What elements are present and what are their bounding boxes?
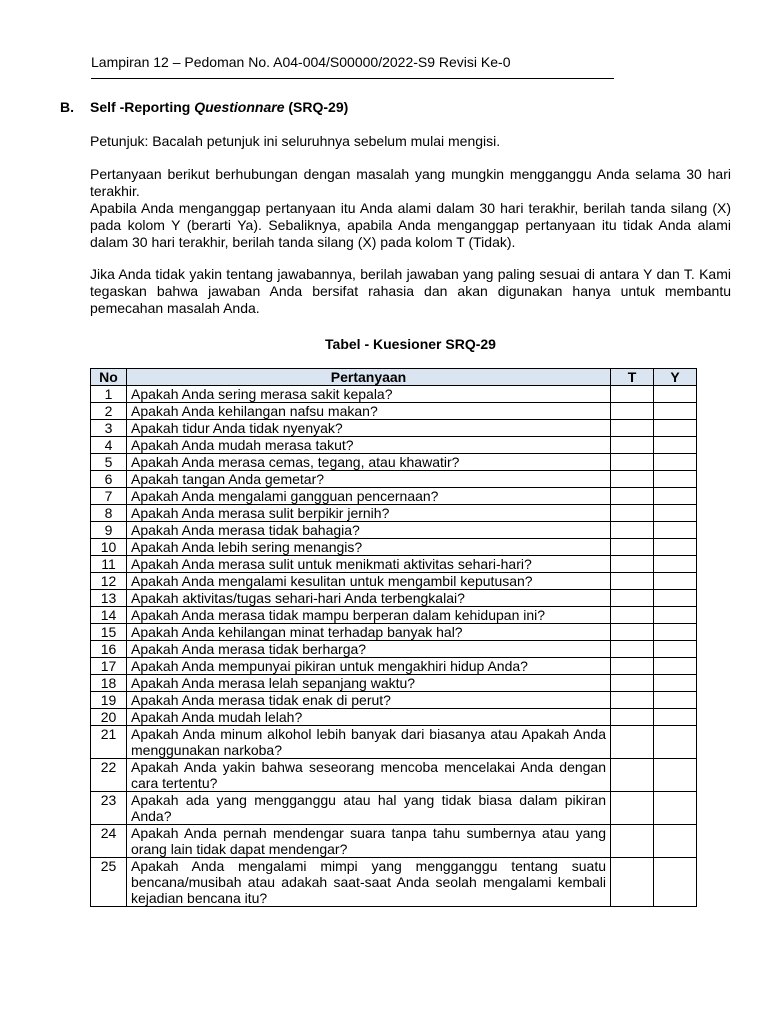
header-y: Y xyxy=(654,369,697,386)
table-row xyxy=(91,641,697,658)
answer-cell-t[interactable] xyxy=(611,759,654,792)
answer-cell-t[interactable] xyxy=(611,709,654,726)
row-number: 20 xyxy=(91,709,127,726)
answer-cell-y[interactable] xyxy=(654,641,697,658)
answer-cell-y[interactable] xyxy=(654,709,697,726)
row-number: 12 xyxy=(91,573,127,590)
table-row xyxy=(91,522,697,539)
answer-cell-y[interactable] xyxy=(654,573,697,590)
row-number: 10 xyxy=(91,539,127,556)
row-question: Apakah Anda mudah lelah? xyxy=(127,709,611,726)
answer-cell-y[interactable] xyxy=(654,488,697,505)
answer-cell-t[interactable] xyxy=(611,858,654,907)
row-number: 21 xyxy=(91,726,127,759)
answer-cell-t[interactable] xyxy=(611,825,654,858)
table-row xyxy=(91,709,697,726)
answer-cell-y[interactable] xyxy=(654,792,697,825)
row-number: 19 xyxy=(91,692,127,709)
answer-cell-y[interactable] xyxy=(654,454,697,471)
row-number: 25 xyxy=(91,858,127,907)
answer-cell-y[interactable] xyxy=(654,858,697,907)
answer-cell-t[interactable] xyxy=(611,488,654,505)
table-row xyxy=(91,858,697,907)
srq-table xyxy=(90,368,697,907)
row-question: Apakah Anda merasa cemas, tegang, atau khawatir? xyxy=(127,454,611,471)
table-row xyxy=(91,658,697,675)
instruction-paragraph: Petunjuk: Bacalah petunjuk ini seluruhnya sebelum mulai mengisi. xyxy=(90,133,501,149)
table-row xyxy=(91,556,697,573)
answer-cell-t[interactable] xyxy=(611,556,654,573)
answer-cell-y[interactable] xyxy=(654,675,697,692)
row-question: Apakah Anda lebih sering menangis? xyxy=(127,539,611,556)
row-number: 4 xyxy=(91,437,127,454)
answer-cell-t[interactable] xyxy=(611,403,654,420)
row-question: Apakah Anda yakin bahwa seseorang mencoba mencelakai Anda dengan cara tertentu? xyxy=(127,759,611,792)
header-no: No xyxy=(91,369,127,386)
row-question: Apakah Anda merasa tidak berharga? xyxy=(127,641,611,658)
answer-cell-y[interactable] xyxy=(654,386,697,403)
row-number: 3 xyxy=(91,420,127,437)
answer-cell-t[interactable] xyxy=(611,590,654,607)
row-number: 9 xyxy=(91,522,127,539)
row-question: Apakah Anda merasa lelah sepanjang waktu? xyxy=(127,675,611,692)
row-number: 8 xyxy=(91,505,127,522)
answer-cell-y[interactable] xyxy=(654,420,697,437)
answer-cell-t[interactable] xyxy=(611,607,654,624)
table-row xyxy=(91,454,697,471)
table-row xyxy=(91,420,697,437)
section-title-italic: Questionnare xyxy=(194,99,285,115)
answer-cell-t[interactable] xyxy=(611,624,654,641)
header-question: Pertanyaan xyxy=(127,369,611,386)
row-question: Apakah Anda mempunyai pikiran untuk mengakhiri hidup Anda? xyxy=(127,658,611,675)
row-question: Apakah Anda kehilangan nafsu makan? xyxy=(127,403,611,420)
section-title xyxy=(60,98,348,116)
row-question: Apakah ada yang mengganggu atau hal yang tidak biasa dalam pikiran Anda? xyxy=(127,792,611,825)
answer-cell-y[interactable] xyxy=(654,759,697,792)
table-header-row xyxy=(91,369,697,386)
row-number: 5 xyxy=(91,454,127,471)
section-title-pre: Self -Reporting xyxy=(90,99,195,115)
table-row xyxy=(91,624,697,641)
answer-cell-y[interactable] xyxy=(654,471,697,488)
answer-cell-t[interactable] xyxy=(611,522,654,539)
row-question: Apakah Anda mengalami kesulitan untuk mengambil keputusan? xyxy=(127,573,611,590)
table-row xyxy=(91,437,697,454)
description-paragraph xyxy=(90,166,731,251)
row-question: Apakah Anda merasa sulit berpikir jernih? xyxy=(127,505,611,522)
section-title-post: (SRQ-29) xyxy=(284,99,349,115)
row-number: 2 xyxy=(91,403,127,420)
row-number: 1 xyxy=(91,386,127,403)
table-row xyxy=(91,792,697,825)
description-line-1: Pertanyaan berikut berhubungan dengan masalah yang mungkin mengganggu Anda selama 30 hari terakhir. xyxy=(90,166,731,199)
answer-cell-y[interactable] xyxy=(654,692,697,709)
answer-cell-t[interactable] xyxy=(611,692,654,709)
table-row xyxy=(91,471,697,488)
table-title: Tabel - Kuesioner SRQ-29 xyxy=(325,336,496,352)
row-question: Apakah Anda mengalami mimpi yang mengganggu tentang suatu bencana/musibah atau adakah saat-saat Anda seolah mengalami kembali kejadian bencana itu? xyxy=(127,858,611,907)
table-row xyxy=(91,590,697,607)
row-number: 13 xyxy=(91,590,127,607)
answer-cell-t[interactable] xyxy=(611,726,654,759)
document-header: Lampiran 12 – Pedoman No. A04-004/S00000/2022-S9 Revisi Ke-0 xyxy=(91,52,614,79)
answer-cell-t[interactable] xyxy=(611,641,654,658)
table-row xyxy=(91,726,697,759)
answer-cell-y[interactable] xyxy=(654,556,697,573)
row-number: 11 xyxy=(91,556,127,573)
row-question: Apakah Anda minum alkohol lebih banyak dari biasanya atau Apakah Anda menggunakan narkoba? xyxy=(127,726,611,759)
row-question: Apakah Anda merasa sulit untuk menikmati aktivitas sehari-hari? xyxy=(127,556,611,573)
row-question: Apakah Anda mudah merasa takut? xyxy=(127,437,611,454)
answer-cell-t[interactable] xyxy=(611,658,654,675)
answer-cell-t[interactable] xyxy=(611,420,654,437)
table-row xyxy=(91,607,697,624)
answer-cell-y[interactable] xyxy=(654,590,697,607)
answer-cell-t[interactable] xyxy=(611,573,654,590)
row-question: Apakah Anda merasa tidak bahagia? xyxy=(127,522,611,539)
section-letter: B. xyxy=(60,99,74,115)
row-question: Apakah tidur Anda tidak nyenyak? xyxy=(127,420,611,437)
answer-cell-t[interactable] xyxy=(611,437,654,454)
row-question: Apakah Anda kehilangan minat terhadap banyak hal? xyxy=(127,624,611,641)
table-row xyxy=(91,505,697,522)
answer-cell-y[interactable] xyxy=(654,825,697,858)
table-row xyxy=(91,692,697,709)
answer-cell-t[interactable] xyxy=(611,675,654,692)
row-number: 24 xyxy=(91,825,127,858)
table-row xyxy=(91,403,697,420)
row-number: 22 xyxy=(91,759,127,792)
table-row xyxy=(91,488,697,505)
table-row xyxy=(91,825,697,858)
answer-cell-y[interactable] xyxy=(654,403,697,420)
answer-cell-t[interactable] xyxy=(611,386,654,403)
row-number: 23 xyxy=(91,792,127,825)
confidentiality-paragraph: Jika Anda tidak yakin tentang jawabannya, berilah jawaban yang paling sesuai di antara Y dan T. Kami tegaskan bahwa jawaban Anda bersifat rahasia dan akan digunakan hanya untuk membantu pemecahan masalah Anda. xyxy=(90,266,731,316)
row-number: 15 xyxy=(91,624,127,641)
row-number: 16 xyxy=(91,641,127,658)
answer-cell-y[interactable] xyxy=(654,437,697,454)
answer-cell-y[interactable] xyxy=(654,522,697,539)
table-row xyxy=(91,759,697,792)
row-number: 7 xyxy=(91,488,127,505)
row-number: 18 xyxy=(91,675,127,692)
table-row xyxy=(91,386,697,403)
row-question: Apakah Anda pernah mendengar suara tanpa tahu sumbernya atau yang orang lain tidak dapat mendengar? xyxy=(127,825,611,858)
answer-cell-t[interactable] xyxy=(611,454,654,471)
answer-cell-y[interactable] xyxy=(654,624,697,641)
answer-cell-y[interactable] xyxy=(654,505,697,522)
header-t: T xyxy=(611,369,654,386)
table-row xyxy=(91,539,697,556)
answer-cell-y[interactable] xyxy=(654,726,697,759)
row-question: Apakah Anda merasa tidak mampu berperan dalam kehidupan ini? xyxy=(127,607,611,624)
description-line-2: Apabila Anda menganggap pertanyaan itu Anda alami dalam 30 hari terakhir, berilah tanda silang (X) pada kolom Y (berarti Ya). Sebaliknya, apabila Anda menganggap pertanyaan itu tidak Anda alami dalam 30 hari terakhir, berilah tanda silang (X) pada kolom T (Tidak). xyxy=(90,200,731,250)
row-number: 17 xyxy=(91,658,127,675)
answer-cell-t[interactable] xyxy=(611,539,654,556)
answer-cell-t[interactable] xyxy=(611,505,654,522)
row-question: Apakah Anda sering merasa sakit kepala? xyxy=(127,386,611,403)
row-question: Apakah tangan Anda gemetar? xyxy=(127,471,611,488)
row-number: 6 xyxy=(91,471,127,488)
row-question: Apakah Anda merasa tidak enak di perut? xyxy=(127,692,611,709)
row-number: 14 xyxy=(91,607,127,624)
table-row xyxy=(91,675,697,692)
row-question: Apakah aktivitas/tugas sehari-hari Anda terbengkalai? xyxy=(127,590,611,607)
table-row xyxy=(91,573,697,590)
answer-cell-y[interactable] xyxy=(654,539,697,556)
answer-cell-t[interactable] xyxy=(611,471,654,488)
answer-cell-t[interactable] xyxy=(611,792,654,825)
answer-cell-y[interactable] xyxy=(654,607,697,624)
answer-cell-y[interactable] xyxy=(654,658,697,675)
row-question: Apakah Anda mengalami gangguan pencernaan? xyxy=(127,488,611,505)
